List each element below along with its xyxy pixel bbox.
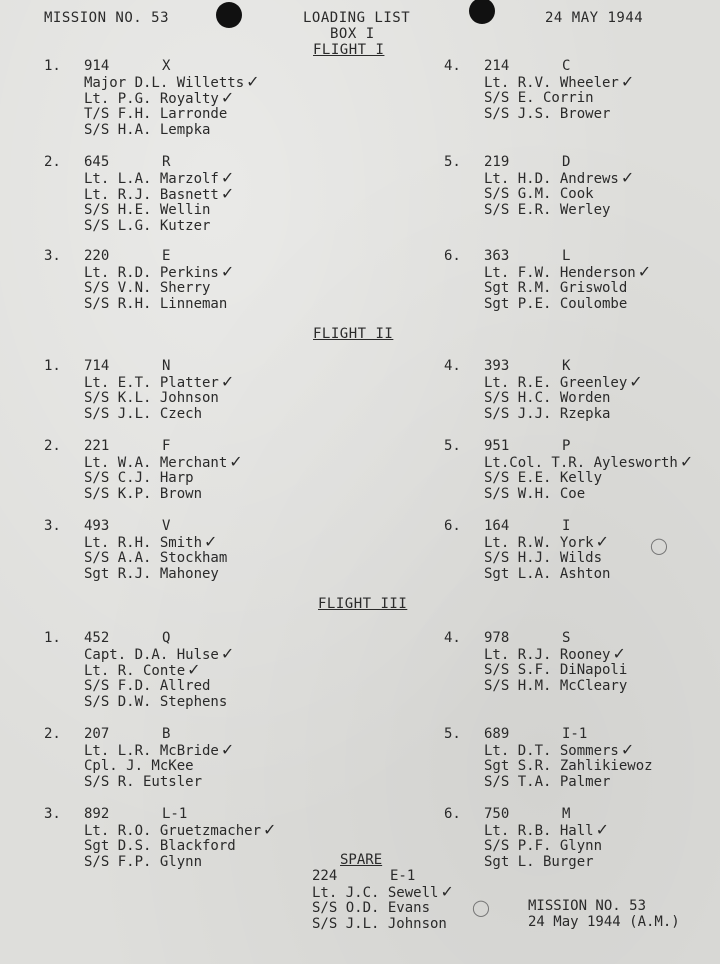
aircraft-number: 164 [484, 518, 510, 534]
crew-block [444, 154, 634, 218]
aircraft-row [484, 518, 610, 534]
crew-number: 3. [44, 806, 61, 822]
crew-member [84, 170, 234, 186]
crew-member [484, 280, 651, 296]
crew-block [44, 154, 234, 234]
checkmark-icon: ✓ [637, 262, 652, 281]
crew-block [44, 630, 234, 710]
crew-member [484, 838, 609, 854]
crew-member [312, 916, 454, 932]
crew-number: 1. [44, 358, 61, 374]
crew-member-name: Lt. E.T. Platter [84, 375, 219, 391]
crew-member [484, 678, 627, 694]
crew-block [444, 358, 643, 422]
aircraft-letter: K [562, 358, 571, 374]
crew-block [444, 726, 653, 790]
crew-member-name: S/S E.R. Werley [484, 202, 611, 218]
crew-member-name: Lt. R.E. Greenley [484, 375, 628, 391]
crew-member [312, 884, 454, 900]
loading-list-title: LOADING LIST [303, 10, 411, 26]
crew-member [484, 186, 634, 202]
crew-number: 2. [44, 154, 61, 170]
crew-member-name: T/S F.H. Larronde [84, 106, 228, 122]
footer-date: 24 May 1944 (A.M.) [528, 914, 680, 930]
crew-member [484, 454, 693, 470]
crew-member-name: Lt. H.D. Andrews [484, 171, 619, 187]
circled-mark-icon: ◯ [472, 898, 490, 917]
aircraft-letter: V [162, 518, 171, 534]
footer-mission [528, 898, 680, 930]
crew-member-name: Lt. R.D. Perkins [84, 265, 219, 281]
aircraft-number: 219 [484, 154, 510, 170]
aircraft-letter: F [162, 438, 171, 454]
crew-member-name: Sgt R.M. Griswold [484, 280, 628, 296]
crew-member [484, 90, 634, 106]
crew-member [484, 170, 634, 186]
checkmark-icon: ✓ [440, 882, 454, 901]
crew-member [312, 900, 454, 916]
crew-block [44, 248, 234, 312]
crew-number: 4. [444, 58, 461, 74]
crew-member-name: Lt. R.J. Rooney [484, 647, 611, 663]
crew-member [484, 74, 634, 90]
crew-member-name: S/S H.J. Wilds [484, 550, 603, 566]
crew-member-name: S/S C.J. Harp [84, 470, 194, 486]
crew-block [44, 358, 234, 422]
crew-member [84, 122, 260, 138]
crew-member [84, 470, 243, 486]
checkmark-icon: ✓ [220, 372, 235, 391]
crew-member-name: Lt.Col. T.R. Aylesworth [484, 455, 678, 471]
checkmark-icon: ✓ [246, 72, 260, 91]
crew-member [484, 486, 693, 502]
crew-member-name: Lt. L.A. Marzolf [84, 171, 219, 187]
crew-block [44, 58, 260, 138]
crew-member-name: S/S H.M. McCleary [484, 678, 628, 694]
crew-member [484, 822, 609, 838]
crew-member-name: S/S R.H. Linneman [84, 296, 228, 312]
crew-member-name: Major D.L. Willetts [84, 75, 245, 91]
aircraft-letter: P [562, 438, 571, 454]
flight-title: FLIGHT III [318, 596, 408, 612]
aircraft-letter: N [162, 358, 171, 374]
aircraft-number: 951 [484, 438, 510, 454]
crew-member-name: Sgt R.J. Mahoney [84, 566, 219, 582]
crew-member-name: S/S J.S. Brower [484, 106, 611, 122]
checkmark-icon: ✓ [220, 88, 235, 107]
crew-member [484, 202, 634, 218]
aircraft-letter: C [562, 58, 571, 74]
crew-member-name: Sgt L.A. Ashton [484, 566, 611, 582]
crew-number: 6. [444, 518, 461, 534]
crew-member-name: S/S E.E. Kelly [484, 470, 603, 486]
aircraft-letter: M [562, 806, 571, 822]
crew-member [484, 470, 693, 486]
crew-member [484, 106, 634, 122]
crew-member [84, 822, 276, 838]
crew-number: 4. [444, 630, 461, 646]
crew-number: 6. [444, 806, 461, 822]
crew-block [44, 726, 234, 790]
crew-member-name: S/S F.D. Allred [84, 678, 211, 694]
crew-number: 6. [444, 248, 461, 264]
checkmark-icon: ✓ [620, 72, 635, 91]
crew-member-name: S/S J.L. Johnson [312, 916, 447, 932]
crew-member-name: Sgt S.R. Zahlikiewoz [484, 758, 653, 774]
aircraft-letter: L [562, 248, 571, 264]
checkmark-icon: ✓ [595, 532, 609, 551]
crew-member-name: Lt. R. Conte [84, 663, 186, 679]
crew-member-name: Sgt P.E. Coulombe [484, 296, 628, 312]
crew-member [84, 280, 234, 296]
crew-member-name: S/S G.M. Cook [484, 186, 594, 202]
crew-member [484, 774, 653, 790]
aircraft-row [84, 248, 234, 264]
crew-member-name: Lt. R.W. York [484, 535, 594, 551]
aircraft-letter: Q [162, 630, 171, 646]
spare-crew [312, 868, 454, 932]
crew-member [484, 742, 653, 758]
crew-member [84, 202, 234, 218]
crew-member-name: S/S P.F. Glynn [484, 838, 603, 854]
aircraft-row [484, 58, 634, 74]
aircraft-row [84, 630, 234, 646]
aircraft-number: 393 [484, 358, 510, 374]
crew-member-name: S/S R. Eutsler [84, 774, 203, 790]
crew-member-name: S/S K.P. Brown [84, 486, 203, 502]
crew-member-name: S/S J.J. Rzepka [484, 406, 611, 422]
crew-member [484, 550, 610, 566]
crew-member [484, 406, 643, 422]
crew-member-name: S/S V.N. Sherry [84, 280, 211, 296]
punch-hole-right [469, 0, 495, 24]
date-header: 24 MAY 1944 [545, 10, 644, 26]
crew-member-name: Lt. D.T. Sommers [484, 743, 619, 759]
flight-title: FLIGHT I [313, 42, 385, 58]
crew-member [84, 550, 227, 566]
aircraft-number: 978 [484, 630, 510, 646]
crew-member-name: Lt. R.J. Basnett [84, 187, 219, 203]
aircraft-number: 221 [84, 438, 110, 454]
aircraft-letter: R [162, 154, 171, 170]
checkmark-icon: ✓ [229, 452, 243, 471]
checkmark-icon: ✓ [220, 184, 235, 203]
checkmark-icon: ✓ [220, 644, 235, 663]
checkmark-icon: ✓ [612, 644, 626, 663]
crew-block [444, 518, 610, 582]
crew-member [84, 838, 276, 854]
aircraft-row [484, 806, 609, 822]
punch-hole-left [216, 2, 242, 28]
crew-member [84, 390, 234, 406]
aircraft-row [484, 630, 627, 646]
spare-title: SPARE [340, 852, 383, 868]
aircraft-number: 645 [84, 154, 110, 170]
aircraft-number: 220 [84, 248, 110, 264]
crew-member-name: S/S O.D. Evans [312, 900, 431, 916]
crew-member-name: Cpl. J. McKee [84, 758, 194, 774]
aircraft-number: 207 [84, 726, 110, 742]
aircraft-letter: L-1 [162, 806, 188, 822]
aircraft-number: 214 [484, 58, 510, 74]
crew-member [84, 406, 234, 422]
aircraft-number: 892 [84, 806, 110, 822]
aircraft-row [84, 726, 234, 742]
crew-member [84, 218, 234, 234]
crew-member-name: Lt. P.G. Royalty [84, 91, 219, 107]
crew-member [84, 854, 276, 870]
crew-member [84, 90, 260, 106]
crew-member-name: Sgt D.S. Blackford [84, 838, 236, 854]
aircraft-number: 363 [484, 248, 510, 264]
crew-member [484, 758, 653, 774]
crew-member-name: S/S T.A. Palmer [484, 774, 611, 790]
crew-number: 2. [44, 726, 61, 742]
crew-member [84, 774, 234, 790]
aircraft-row [84, 438, 243, 454]
crew-member [84, 662, 234, 678]
crew-member [84, 566, 227, 582]
crew-number: 5. [444, 726, 461, 742]
crew-number: 1. [44, 58, 61, 74]
crew-member [84, 106, 260, 122]
crew-member-name: S/S A.A. Stockham [84, 550, 228, 566]
crew-block [444, 438, 693, 502]
crew-number: 5. [444, 438, 461, 454]
crew-member-name: S/S S.F. DiNapoli [484, 662, 628, 678]
aircraft-row [84, 358, 234, 374]
crew-member-name: Sgt L. Burger [484, 854, 594, 870]
crew-member-name: Lt. R.V. Wheeler [484, 75, 619, 91]
aircraft-number: 493 [84, 518, 110, 534]
mission-number-header: MISSION NO. 53 [44, 10, 170, 26]
crew-member [84, 486, 243, 502]
crew-member-name: Lt. R.H. Smith [84, 535, 203, 551]
aircraft-letter: I-1 [562, 726, 588, 742]
crew-member [484, 390, 643, 406]
aircraft-row [484, 358, 643, 374]
crew-member-name: Lt. W.A. Merchant [84, 455, 228, 471]
circled-mark-icon: ◯ [650, 536, 668, 555]
crew-member [84, 374, 234, 390]
box-label: BOX I [330, 26, 375, 42]
aircraft-row [484, 154, 634, 170]
crew-number: 3. [44, 248, 61, 264]
checkmark-icon: ✓ [220, 740, 235, 759]
checkmark-icon: ✓ [263, 820, 277, 839]
aircraft-number: 452 [84, 630, 110, 646]
crew-member-name: S/S F.P. Glynn [84, 854, 203, 870]
aircraft-number: 714 [84, 358, 110, 374]
crew-member [84, 758, 234, 774]
checkmark-icon: ✓ [204, 532, 218, 551]
crew-member [84, 454, 243, 470]
crew-member-name: Lt. R.O. Gruetzmacher [84, 823, 262, 839]
crew-member [484, 374, 643, 390]
crew-member [84, 694, 234, 710]
crew-number: 2. [44, 438, 61, 454]
crew-member [484, 854, 609, 870]
checkmark-icon: ✓ [595, 820, 609, 839]
aircraft-row [84, 154, 234, 170]
crew-block [444, 248, 651, 312]
crew-member-name: S/S L.G. Kutzer [84, 218, 211, 234]
crew-member [84, 296, 234, 312]
aircraft-letter: I [562, 518, 571, 534]
aircraft-row [484, 438, 693, 454]
flight-title: FLIGHT II [313, 326, 394, 342]
aircraft-number: 914 [84, 58, 110, 74]
aircraft-row [484, 248, 651, 264]
crew-block [444, 806, 609, 870]
crew-member [484, 662, 627, 678]
aircraft-number: 689 [484, 726, 510, 742]
aircraft-row [84, 806, 276, 822]
crew-member [484, 296, 651, 312]
crew-block [44, 806, 276, 870]
crew-member-name: S/S E. Corrin [484, 90, 594, 106]
checkmark-icon: ✓ [220, 168, 235, 187]
crew-member-name: S/S W.H. Coe [484, 486, 586, 502]
crew-block [44, 438, 243, 502]
aircraft-letter: X [162, 58, 171, 74]
crew-member [84, 742, 234, 758]
crew-number: 4. [444, 358, 461, 374]
crew-member [84, 186, 234, 202]
checkmark-icon: ✓ [679, 452, 694, 471]
crew-member-name: S/S H.A. Lempka [84, 122, 211, 138]
aircraft-letter: E-1 [390, 868, 416, 884]
crew-block [444, 630, 627, 694]
crew-number: 3. [44, 518, 61, 534]
aircraft-number: 224 [312, 868, 338, 884]
aircraft-row [312, 868, 454, 884]
crew-member-name: S/S H.E. Wellin [84, 202, 211, 218]
crew-member-name: S/S K.L. Johnson [84, 390, 219, 406]
footer-mission-number: MISSION NO. 53 [528, 898, 647, 914]
aircraft-letter: S [562, 630, 571, 646]
aircraft-row [84, 58, 260, 74]
crew-member-name: Lt. F.W. Henderson [484, 265, 636, 281]
aircraft-number: 750 [484, 806, 510, 822]
crew-number: 1. [44, 630, 61, 646]
crew-member [84, 646, 234, 662]
crew-member-name: Lt. R.B. Hall [484, 823, 594, 839]
crew-member [484, 264, 651, 280]
crew-number: 5. [444, 154, 461, 170]
crew-member-name: S/S H.C. Worden [484, 390, 611, 406]
aircraft-letter: E [162, 248, 171, 264]
crew-member-name: Lt. J.C. Sewell [312, 885, 439, 901]
checkmark-icon: ✓ [187, 660, 201, 679]
crew-member [484, 566, 610, 582]
crew-block [444, 58, 634, 122]
crew-member [84, 264, 234, 280]
crew-block [44, 518, 227, 582]
checkmark-icon: ✓ [620, 740, 635, 759]
crew-member [484, 534, 610, 550]
checkmark-icon: ✓ [629, 372, 643, 391]
crew-member-name: S/S D.W. Stephens [84, 694, 228, 710]
crew-member-name: Capt. D.A. Hulse [84, 647, 219, 663]
aircraft-letter: D [562, 154, 571, 170]
crew-member [84, 678, 234, 694]
checkmark-icon: ✓ [220, 262, 235, 281]
checkmark-icon: ✓ [620, 168, 635, 187]
crew-member [484, 646, 627, 662]
crew-member-name: S/S J.L. Czech [84, 406, 203, 422]
crew-member-name: Lt. L.R. McBride [84, 743, 219, 759]
crew-member [84, 534, 227, 550]
aircraft-letter: B [162, 726, 171, 742]
